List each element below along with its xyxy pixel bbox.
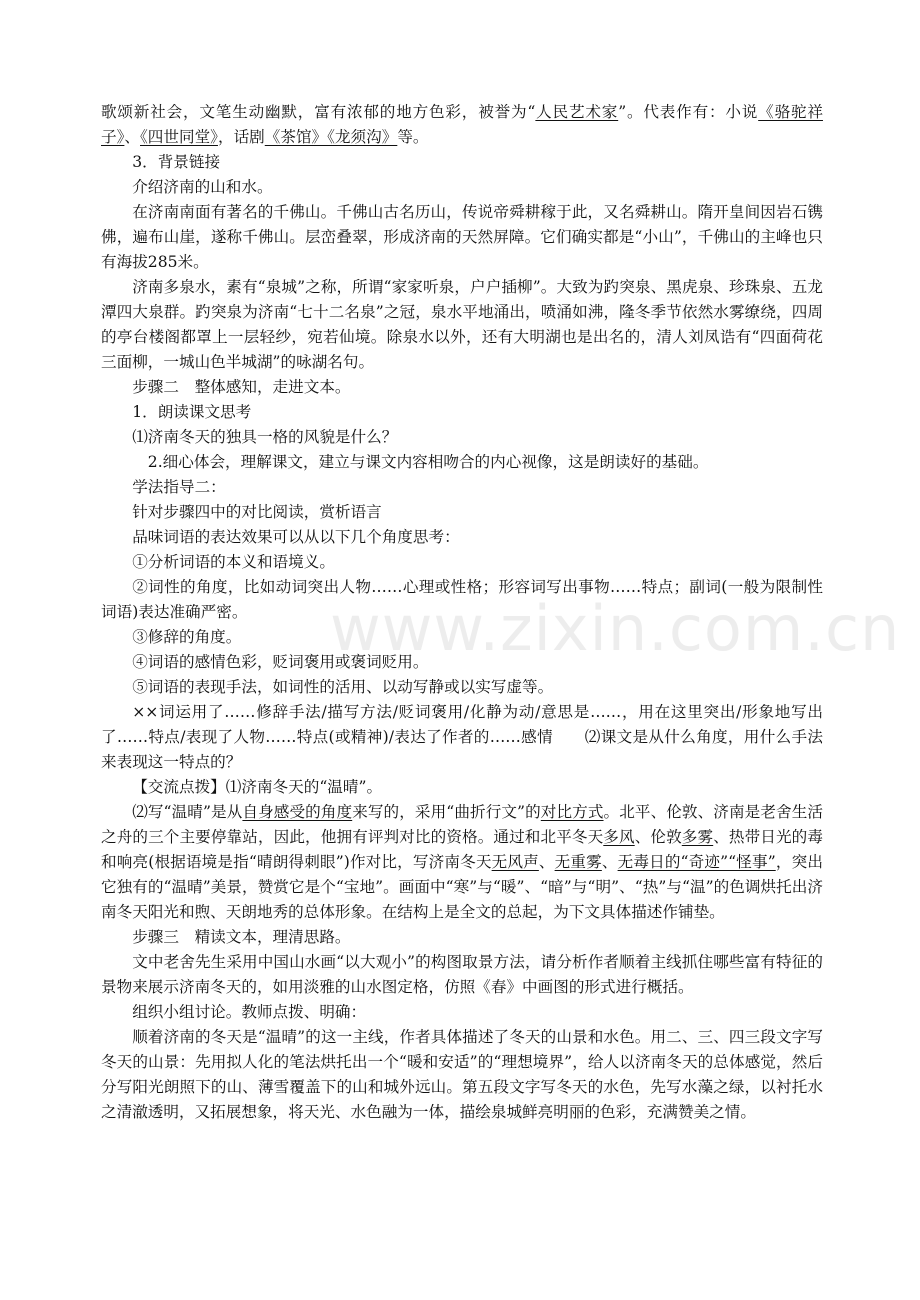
underlined-phrase: 对比方式 xyxy=(540,803,604,821)
list-item: ④词语的感情色彩，贬词褒用或褒词贬用。 xyxy=(132,653,429,671)
answer: 【交流点拨】⑴济南冬天的“温晴”。 xyxy=(132,778,383,796)
paragraph: 文中老舍先生采用中国山水画“以大观小”的构图取景方法，请分析作者顺着主线抓住哪些富有特征的景物来展示济南冬天的，如用淡雅的山水图定格，仿照《春》中画图的形式进行概括。 xyxy=(101,953,823,996)
text-span: ，话剧 xyxy=(217,128,265,146)
list-item: ①分析词语的本义和语境义。 xyxy=(132,553,335,571)
paragraph: 组织小组讨论。教师点拨、明确： xyxy=(132,1003,367,1021)
step-heading: 步骤三 精读文本，理清思路。 xyxy=(132,928,351,946)
paragraph: 在济南南面有著名的千佛山。千佛山古名历山，传说帝舜耕稼于此，又名舜耕山。隋开皇间因岩石镌佛，遍布山崖，遂称千佛山。层峦叠翠，形成济南的天然屏障。它们确实都是“小山”，千佛山的主峰也只有海拔285米。 xyxy=(101,203,823,271)
text-span: ”。代表作有：小说 xyxy=(618,103,759,121)
underlined-phrase: 无重雾 xyxy=(554,853,602,871)
text-span: 等。 xyxy=(397,128,429,146)
text-span: 、伦敦 xyxy=(634,828,682,846)
guide-heading: 学法指导二： xyxy=(132,478,226,496)
text-span: ⑵写“温晴”是从 xyxy=(132,803,243,821)
item-heading: 1．朗读课文思考 xyxy=(132,403,252,421)
text-span: 。北平、伦敦、济南是老舍生活之舟的三个主要停靠站，因此，他拥有评判对比的资格。通过和北平冬天 xyxy=(101,803,823,846)
question: ⑴济南冬天的独具一格的风貌是什么？ xyxy=(132,428,398,446)
text-span: ，突出它独有的“温晴”美景，赞赏它是个“宝地”。画面中“寒”与“暖”、“暗”与“明”、“热”与“温”的色调烘托出济南冬天阳光和煦、天朗地秀的总体形象。在结构上是全文的总起，为下文具体描述作铺垫。 xyxy=(101,853,823,921)
paragraph: 品味词语的表达效果可以从以下几个角度思考： xyxy=(132,528,460,546)
paragraph: 针对步骤四中的对比阅读，赏析语言 xyxy=(132,503,382,521)
underlined-phrase: 多雾 xyxy=(681,828,714,846)
text-span: 来写的，采用“曲折行文”的 xyxy=(352,803,541,821)
text-span: 、 xyxy=(601,853,618,871)
list-item: ⑤词语的表现手法，如词性的活用、以动写静或以实写虚等。 xyxy=(132,678,554,696)
underlined-work-title: 《茶馆》《龙须沟》 xyxy=(264,128,398,146)
underlined-phrase: 无风声 xyxy=(491,853,539,871)
text-span: 、 xyxy=(538,853,555,871)
underlined-term: 人民艺术家 xyxy=(535,103,619,121)
watermark: www.zixin.com.cn xyxy=(330,592,901,665)
section-heading: 3．背景链接 xyxy=(132,153,221,171)
author-intro-paragraph xyxy=(101,100,823,150)
underlined-work-title: 《四世同堂》 xyxy=(140,128,218,146)
underlined-work-title: 《骆驼祥子》 xyxy=(101,103,823,146)
item-heading: 2.细心体会，理解课文，建立与课文内容相吻合的内心视像，这是朗读好的基础。 xyxy=(147,453,709,471)
paragraph: 济南多泉水，素有“泉城”之称，所谓“家家听泉，户户插柳”。大致为趵突泉、黑虎泉、珍珠泉、五龙潭四大泉群。趵突泉为济南“七十二名泉”之冠，泉水平地涌出，喷涌如沸，隆冬季节依然水雾缭绕，四周的亭台楼阁都罩上一层轻纱，宛若仙境。除泉水以外，还有大明湖也是出名的，清人刘凤诰有“四面荷花三面柳，一城山色半城湖”的咏湖名句。 xyxy=(101,278,823,371)
list-item: ③修辞的角度。 xyxy=(132,628,242,646)
paragraph: 介绍济南的山和水。 xyxy=(132,178,273,196)
paragraph: ××词运用了……修辞手法/描写方法/贬词褒用/化静为动/意思是……，用在这里突出/形象地写出了……特点/表现了人物……特点(或精神)/表达了作者的……感情 ⑵课文是从什么角度，用什么手法来表现这一特点的？ xyxy=(101,703,823,771)
list-item: ②词性的角度，比如动词突出人物……心理或性格；形容词写出事物……特点；副词(一般为限制性词语)表达准确严密。 xyxy=(101,578,823,621)
paragraph: 顺着济南的冬天是“温晴”的这一主线，作者具体描述了冬天的山景和水色。用二、三、四三段文字写冬天的山景：先用拟人化的笔法烘托出一个“暖和安适”的“理想境界”，给人以济南冬天的总体感觉，然后分写阳光朗照下的山、薄雪覆盖下的山和城外远山。第五段文字写冬天的水色，先写水藻之绿，以衬托水之清澈透明，又拓展想象，将天光、水色融为一体，描绘泉城鲜亮明丽的色彩，充满赞美之情。 xyxy=(101,1028,823,1121)
document-page xyxy=(101,100,823,1125)
text-span: 、热带日光的毒和响亮(根据语境是指“晴朗得刺眼”)作对比，写济南冬天 xyxy=(101,828,823,871)
step-heading: 步骤二 整体感知，走进文本。 xyxy=(132,378,351,396)
text-span: 歌颂新社会，文笔生动幽默，富有浓郁的地方色彩，被誉为“ xyxy=(101,103,536,121)
text-span: 、 xyxy=(124,128,140,146)
underlined-phrase: 多风 xyxy=(603,828,635,846)
underlined-phrase: 无毒日的“奇迹”“怪事” xyxy=(617,853,776,871)
answer-paragraph xyxy=(101,800,823,925)
underlined-phrase: 自身感受的角度 xyxy=(242,803,353,821)
